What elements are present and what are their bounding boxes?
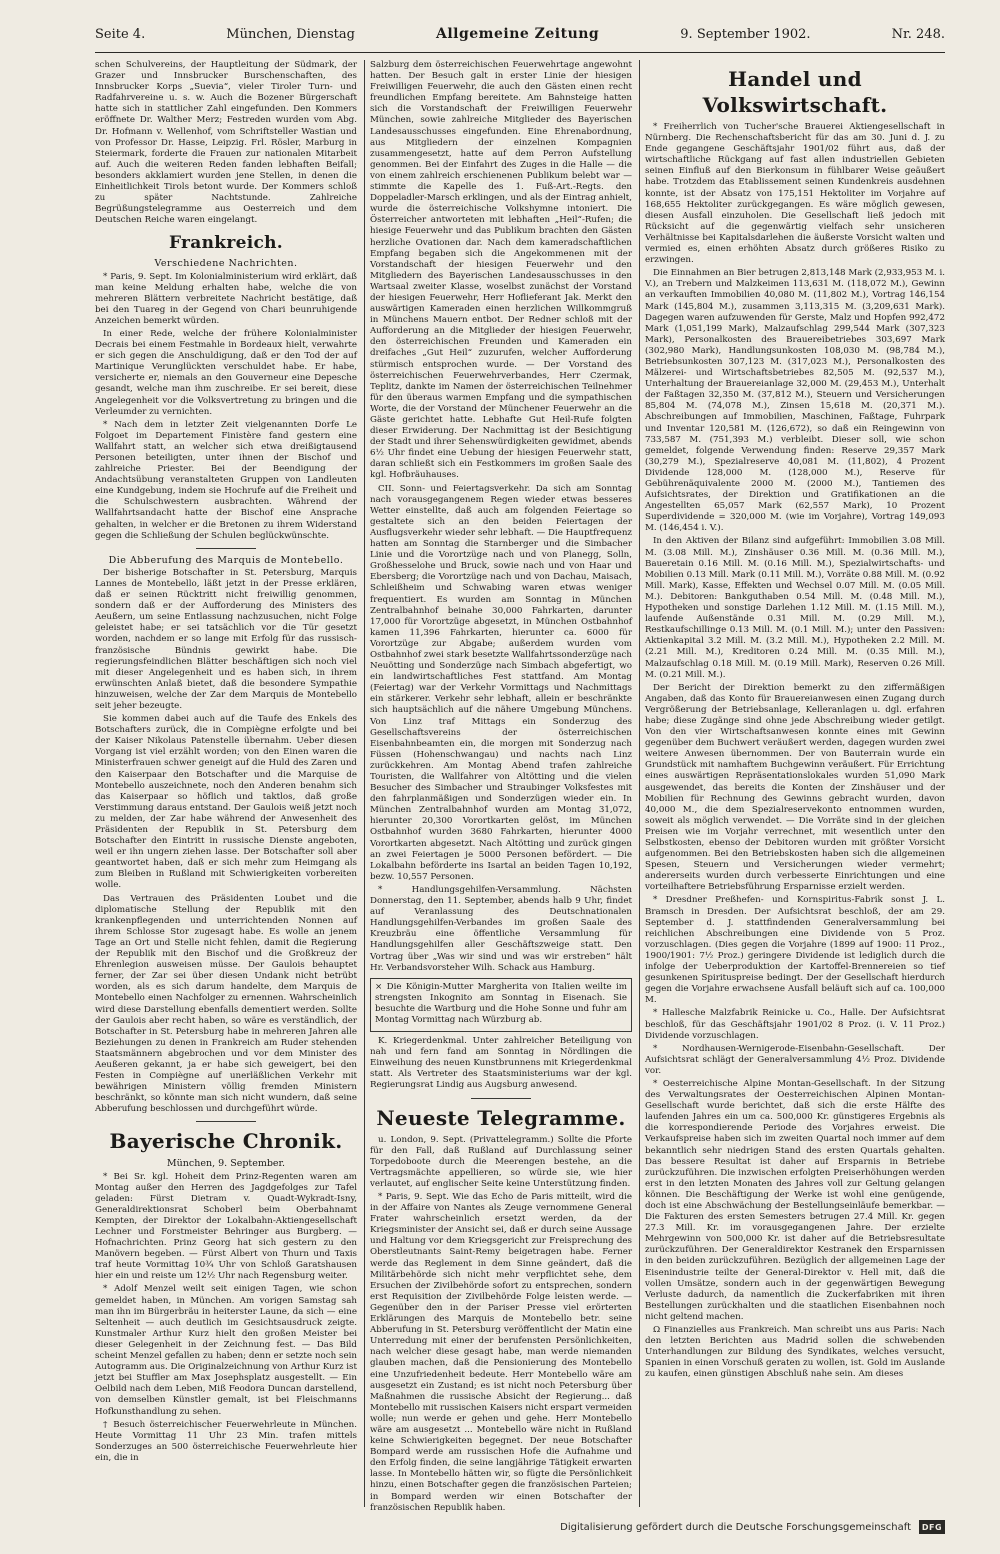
issue-date: 9. September 1902. bbox=[680, 27, 811, 42]
column-2 bbox=[370, 60, 632, 1513]
article-paragraph: u. London, 9. Sept. (Privattelegramm.) Sollte die Pforte für den Fall, daß Rußland auf Durchlassung seiner Torpedoboote durch die Meerengen bestehe, an die Vertragsmächte appellieren, so würde sie, wie hier verlautet, auf englischer Seite keine Unterstützung finden. bbox=[370, 1134, 632, 1189]
article-paragraph: schen Schulvereins, der Hauptleitung der Südmark, der Grazer und Innsbrucker Burschenschaften, des Innsbrucker Korps „Suevia“, vieler Tiroler Turn- und Radfahrvereine u. s. w. Auch die Bozener Bürgerschaft hatte sich in stattlicher Zahl eingefunden. Den Kommers eröffnete Dr. Walther Merz; Festreden wurden vom Abg. Dr. Hofmann v. Wellenhof, vom Schriftsteller Wastian und von Professor Dr. Hasse, Leipzig. Frl. Rösler, Marburg in Steiermark, forderte die Frauen zur nationalen Mitarbeit auf. Auch die weiteren Reden fanden lebhaften Beifall; besonders akklamiert wurden jene Stellen, in denen die Einheitlichkeit Tirols betont wurde. Der Kommers schloß zu später Nachtstunde. Zahlreiche Begrüßungstelegramme aus Oesterreich und dem Deutschen Reiche waren eingelangt. bbox=[95, 60, 357, 226]
column-3 bbox=[645, 60, 945, 1507]
page-number: Seite 4. bbox=[95, 27, 146, 42]
masthead: Allgemeine Zeitung bbox=[435, 26, 600, 42]
section-title-bayerische-chronik: Bayerische Chronik. bbox=[109, 1129, 343, 1154]
article-paragraph: * Paris, 9. Sept. Im Kolonialministerium wird erklärt, daß man keine Meldung erhalten habe, welche die von mehreren Blättern verbreitete Nachricht bestätige, daß bei den Tuareg in der Gegend von Chari beunruhigende Anzeichen bemerkt würden. bbox=[95, 271, 357, 326]
article-paragraph: Die Einnahmen an Bier betrugen 2,813,148 Mark (2,933,953 M. i. V.), an Trebern und Malzkeimen 113,631 M. (118,072 M.), Gewinn an verkauften Immobilien 40,080 M. (11,802 M.), Vortrag 146,154 Mark (145,804 M.), zusammen 3,113,315 M. (3,209,631 Mark). Dagegen waren aufzuwenden für Gerste, Malz und Hopfen 992,472 Mark (1,051,199 Mark), Malzaufschlag 299,544 Mark (307,323 Mark), Personalkosten des Brauereibetriebes 303,697 Mark (302,980 Mark), Handlungsunkosten 108,030 M. (98,784 M.), Betriebsunkosten 307,123 M. (317,023 M.), Personalkosten des Mälzerei- und Wirtschaftsbetriebes 82,505 M. (92,537 M.), Unterhaltung der Brauereianlage 32,000 M. (29,453 M.), Unterhalt der Faßtagen 32,350 M. (37,812 M.), Steuern und Versicherungen 85,804 M. (74,078 M.), Zinsen 15,618 M. (20,371 M.). Abschreibungen auf Immobilien, Maschinen, Faßtage, Fuhrpark und Inventar 120,581 M. (126,672), so daß ein Reingewinn von 733,587 M. (751,393 M.) verbleibt. Dieser soll, wie schon gemeldet, folgende Verwendung finden: Reserve 29,357 Mark (30,279 M.), Spezialreserve 40,081 M. (11,802), 4 Prozent Dividende 128,000 M. (128,000 M.), Reserve für Gebührenäquivalente 2000 M. (2000 M.), Tantiemen des Aufsichtsrates, der Direktion und Gratifikationen an die Angestellten 65,057 Mark (62,557 Mark), 10 Prozent Superdividende = 320,000 M. (wie im Vorjahre), Vortrag 149,093 M. (146,454 i. V.). bbox=[645, 268, 945, 534]
article-paragraph: * Dresdner Preßhefen- und Kornspiritus-Fabrik sonst J. L. Bramsch in Dresden. Der Aufsichtsrat beschloß, der am 29. September d. J. stattfindenden Generalversammlung bei reichlichen Abschreibungen eine Dividende von 5 Proz. vorzuschlagen. (Dies gegen die Vorjahre (1899 auf 1900: 11 Proz., 1900/1901: 7½ Proz.) geringere Dividende ist lediglich durch die infolge der Ueberproduktion der Kartoffel-Brennereien so tief gesunkenen Spirituspreise bedingt. Der der Gesellschaft hierdurch gegen die Vorjahre erwachsene Ausfall beläuft sich auf ca. 100,000 M. bbox=[645, 895, 945, 1006]
article-paragraph: * Bei Sr. kgl. Hoheit dem Prinz-Regenten waren am Montag außer den Herren des Jagdgefolges zur Tafel geladen: Fürst Dietram v. Quadt-Wykradt-Isny, Generaldirektionsrat Schoberl beim Oberbahnamt Kempten, der Direktor der Lokalbahn-Aktiengesellschaft Lechner und Forstmeister Behringer aus Burgberg. — Hofnachrichten. Prinz Georg hat sich gestern zu den Manövern begeben. — Fürst Albert von Thurn und Taxis traf heute Vormittag 10¾ Uhr von Schloß Garatshausen hier ein und reiste um 12½ Uhr nach Regensburg weiter. bbox=[95, 1171, 357, 1282]
issue-number: Nr. 248. bbox=[891, 27, 945, 42]
boxed-notice bbox=[370, 978, 632, 1032]
article-paragraph: * Freiherrlich von Tucher'sche Brauerei Aktiengesellschaft in Nürnberg. Die Rechenschaftsbericht für das am 30. Juni d. J. zu Ende gegangene Geschäftsjahr 1901/02 führt aus, daß der wirtschaftliche Rückgang auf fast allen industriellen Gebieten seinen Einfluß auf den Bierkonsum in fühlbarer Weise geäußert habe. Trotzdem das Etablissement seinen Kundenkreis ausdehnen konnte, ist der Absatz von 175,151 Hektoliter im Vorjahre auf 168,655 Hektoliter zurückgegangen. Es wäre möglich gewesen, diesen Ausfall einzuholen. Die Gesellschaft ließ jedoch mit Rücksicht auf die gegenwärtig vielfach sehr unsicheren Verhältnisse bei Kapitalsdarlehen die äußerste Vorsicht walten und vermied es, einen erhöhten Absatz durch größeres Risiko zu erzwingen. bbox=[645, 122, 945, 266]
subheading: Die Abberufung des Marquis de Montebello. bbox=[108, 554, 344, 566]
article-paragraph: K. Kriegerdenkmal. Unter zahlreicher Beteiligung von nah und fern fand am Sonntag in Nördlingen die Einweihung des neuen Kunstbrunnens mit Kriegerdenkmal statt. Als Vertreter des Staatsministeriums war der kgl. Regierungsrat Lindig aus Augsburg anwesend. bbox=[370, 1036, 632, 1091]
article-paragraph: CII. Sonn- und Feiertagsverkehr. Da sich am Sonntag nach vorausgegangenem Regen wieder etwas besseres Wetter einstellte, daß auch am folgenden Feiertage so gestaltete sich an den beiden Feiertagen der Ausflugsverkehr wieder sehr lebhaft. — Die Hauptfrequenz hatten am Sonntag die Starnberger und die Simbacher Linie und die Vorortzüge nach und von Planegg, Solln, Großhesselohe und Bruck, sowie nach und von Haar und Ebersberg; die Vorortzüge nach und von Dachau, Maisach, Schleißheim und Schwabing waren etwas weniger frequentiert. Es wurden am Sonntag in München Zentralbahnhof beinahe 30,000 Fahrkarten, darunter 17,000 für Vorortzüge abgesetzt, in München Ostbahnhof kamen 11,396 Fahrkarten, hierunter ca. 6000 für Vorortzüge zur Abgabe; außerdem wurden vom Ostbahnhof zwei stark besetzte Wallfahrtssonderzüge nach Neuötting und Sonderzüge nach Simbach abgefertigt, wo ein landwirtschaftliches Fest stattfand. Am Montag (Feiertag) war der Verkehr Vormittags und Nachmittags ein stärkerer. Verkehr sehr lebhaft, allein er beschränkte sich hauptsächlich auf die nähere Umgebung Münchens. Von Linz traf Mittags ein Sonderzug des Gesellschaftsvereins der österreichischen Eisenbahnbeamten ein, die morgen mit Sonderzug nach Füssen (Hohenschwangau) und nachts nach Linz zurückkehren. Am Montag Abend trafen zahlreiche Touristen, die Wallfahrer von Altötting und die vielen Besucher des Simbacher und Straubinger Volksfestes mit den fahrplanmäßigen und Sonderzügen wieder ein. In München Zentralbahnhof wurden am Montag 31,072, hierunter 20,300 Vorortkarten gelöst, im München Ostbahnhof wurden 3680 Fahrkarten, hierunter 4000 Vorortkarten abgesetzt. Nach Altötting und zurück gingen an zwei Feiertagen je 5000 Personen befördert. — Die Lokalbahn beförderte ins Isartal an beiden Tagen 10,192, bezw. 10,557 Personen. bbox=[370, 483, 632, 882]
section-divider bbox=[196, 1121, 256, 1122]
footer-credit: Digitalisierung gefördert durch die Deutsche Forschungsgemeinschaft bbox=[560, 1521, 911, 1533]
section-title-frankreich: Frankreich. bbox=[168, 233, 284, 254]
column-rule bbox=[639, 60, 640, 1507]
article-paragraph: * Oesterreichische Alpine Montan-Gesellschaft. In der Sitzung des Verwaltungsrates der Oesterreichischen Alpinen Montan-Gesellschaft wurde berichtet, daß sich die erste Hälfte des laufenden Jahres ein um ca. 500,000 Kr. günstigeres Ergebnis als die korrespondierende Periode des Vorjahres erweist. Die Verkaufspreise haben sich im zweiten Quartal noch immer auf dem bekanntlich sehr niedrigen Stand des ersten Quartals gehalten. Das bessere Resultat ist daher auf Ersparnis in Betriebe zurückzuführen. Die inzwischen erfolgten Preiserhöhungen werden erst in den letzten Monaten des Jahres voll zur Geltung gelangen können. Die Beschäftigung der Werke ist wohl eine genügende, doch ist eine Abschwächung der Bestellungseinläufe bemerkbar. — Die Fakturen des ersten Semesters betrugen 27.4 Mill. Kr. gegen 27.3 Mill. Kr. im vorausgegangenen Jahre. Der erzielte Mehrgewinn von 500,000 Kr. ist daher auf die Betriebsresultate zurückzuführen. Der Generaldirektor Kestranek den Ersparnissen in den beiden zurückzuführen. Bezüglich der allgemeinen Lage der Eisenindustrie teilte der General-Direktor v. Hell mit, daß die vollen Umsätze, sondern auch in der gegenwärtigen Bewegung Verluste dadurch, da namentlich die Zuckerfabriken mit ihren Bestellungen zurückhalten und die staatlichen Eisenbahnen noch nicht geltend machen. bbox=[645, 1078, 945, 1322]
article-paragraph: * Nordhausen-Wernigerode-Eisenbahn-Gesellschaft. Der Aufsichtsrat schlägt der Generalversammlung 4½ Proz. Dividende vor. bbox=[645, 1043, 945, 1076]
digitization-footer bbox=[95, 1515, 945, 1539]
article-paragraph: In den Aktiven der Bilanz sind aufgeführt: Immobilien 3.08 Mill. M. (3.08 Mill. M.), Zinshäuser 0.36 Mill. M. (0.36 Mill. M.), Baueretain 0.16 Mill. M. (0.16 Mill. M.), Spezialwirtschafts- und Mobilien 0.13 Mill. Mark (0.11 Mill. M.), Vorräte 0.88 Mill. M. (0.92 Mill. Mark), Kasse, Effekten und Wechsel 0.07 Mill. M. (0.05 Mill. M.). Debitoren: Bankguthaben 0.54 Mill. M. (0.48 Mill. M.), Hypotheken und sonstige Darlehen 1.12 Mill. M. (1.15 Mill. M.), laufende Außenstände 0.31 Mill. M. (0.29 Mill. M.), Restkaufschillinge 0.13 Mill. M. (0.1 Mill. M.); unter den Passiven: Aktienkapital 3.2 Mill. M. (3.2 Mill. M.), Hypotheken 2.2 Mill. M. (2.21 Mill. M.), Kreditoren 0.24 Mill. M. (0.35 Mill. M.), Malzaufschlag 0.18 Mill. M. (0.19 Mill. Mark), Reserven 0.26 Mill. M. (0.21 Mill. M.). bbox=[645, 536, 945, 680]
article-paragraph: * Nach dem in letzter Zeit vielgenannten Dorfe Le Folgoet im Departement Finistère fand gestern eine Wallfahrt statt, an welcher sich etwa dreißigtausend Personen beteiligten, unter ihnen der Bischof und zahlreiche Priester. Bei der Beendigung der Andachtsübung veranstalteten Gruppen von Landleuten eine Kundgebung, indem sie Hochrufe auf die Freiheit und die Schulschwestern ausbrachten. Während der Wallfahrtsandacht hatte der Bischof eine Ansprache gehalten, in welcher er die Bretonen zu ihrem Widerstand gegen die Schließung der Schulen beglückwünschte. bbox=[95, 419, 357, 541]
column-1 bbox=[95, 60, 357, 1507]
article-paragraph: Das Vertrauen des Präsidenten Loubet und die diplomatische Stellung der Republik mit den krankenpflegenden und unterrichtenden Nonnen auf ihrem Schlosse Stor zugesagt habe. Es wolle an jenem Tage an Ort und Stelle nicht fehlen, damit die Regierung der Republik mit den Bischof und die Großkreuz der Ehrenlegion ausweisen müsse. Der Gaulois behauptet ferner, der Zar sei über diesen Undank nicht betrübt worden, als es sich darum handelte, dem Marquis de Montebello einen Nachfolger zu ernennen. Wahrscheinlich wird diese Darstellung ebenfalls dementiert werden. Sollte der Gaulois aber recht haben, so wäre es verständlich, der Botschafter in St. Petersburg habe in mehreren Jahren alle Beziehungen zu denen in Frankreich am Ruder stehenden Staatsmännern abgebrochen und vor dem Minister des Aeußeren gekannt, ja er habe sich geweigert, bei den Festen in Compiègne auf unerläßlichen Verkehr mit bewährigen Ministern völlig fremden Ministern beschränkt, so könnte man sich nicht wundern, daß seine Abberufung beschlossen und durchgeführt würde. bbox=[95, 893, 357, 1115]
article-paragraph: In einer Rede, welche der frühere Kolonialminister Decrais bei einem Festmahle in Bordeaux hielt, verwahrte er sich gegen die Anschuldigung, daß er den Tod der auf Martinique Verunglückten verschuldet habe. Er habe, versicherte er, niemals an den Gouverneur eine Depesche gesandt, welche man ihm zuschreibe. Er sei bereit, diese Angelegenheit vor die Volksvertretung zu bringen und die Verleumder zu vernichten. bbox=[95, 328, 357, 417]
dfg-logo: DFG bbox=[919, 1520, 945, 1534]
article-paragraph: Sie kommen dabei auch auf die Taufe des Enkels des Botschafters zurück, die in Compiègne erfolgte und bei der Kaiser Nikolaus Patenstelle übernahm. Ueber diesen Vorgang ist viel erzählt worden; von den Einen waren die Ministerfrauen schwer geneigt auf die Huld des Zaren und den Kaiserpaar den Botschafter und die Marquise de Montebello auszeichnete, noch den Anderen benahm sich das Kaiserpaar so höflich und taktlos, daß große Verstimmung daraus entstand. Der Gaulois weiß jetzt noch zu melden, der Zar habe während der Anwesenheit des Präsidenten der Republik in St. Petersburg dem Botschafter den Eintritt in russische Dienste angeboten, weil er ihn ungern ziehen lasse. Der Botschafter soll aber geantwortet haben, daß er sich mehr zum Heimgang als zum Bleiben in Rußland mit Schwierigkeiten vorbereiten wolle. bbox=[95, 714, 357, 891]
section-divider bbox=[471, 1098, 531, 1099]
article-paragraph: Der bisherige Botschafter in St. Petersburg, Marquis Lannes de Montebello, läßt jetzt in der Presse erklären, daß er seinen Rücktritt nicht freiwillig genommen, sondern daß er der Aufforderung des Ministers des Aeußern, um seine Entlassung nachzusuchen, nicht Folge geleistet habe; er sei tatsächlich vor die Tür gesetzt worden, nachdem er so lange mit Erfolg für das russisch-französische Bündnis gewirkt habe. Die regierungsfeindlichen Blätter beschäftigen sich noch viel mit dieser Angelegenheit und es haben sich, in ihrem erwünschten Anlaß bietet, daß die besondere Sympathie hinzuweisen, welche der Zar dem Marquis de Montebello seit jeher bezeugte. bbox=[95, 567, 357, 711]
dateline: München, 9. September. bbox=[166, 1158, 286, 1170]
article-paragraph: * Paris, 9. Sept. Wie das Echo de Paris mitteilt, wird die in der Affaire von Nantes als Zeuge vernommene General Frater wahrscheinlich ersetzt werden, da der Kriegsminister der Ansicht sei, daß er durch seine Aussage und Haltung vor dem Kriegsgericht zur Freisprechung des Oberstleutnants Saint-Remy beigetragen habe. Ferner werde das Reglement in dem Sinne geändert, daß die Militärbehörde sich nicht mehr verpflichtet sehe, dem Ersuchen der Zivilbehörde sofort zu entsprechen, sondern erst Requisition der Zivilbehörde Folge leisten werde. — Gegenüber den in der Pariser Presse viel erörterten Erklärungen des Marquis de Montebello betr. seine Abberufung in St. Petersburg veröffentlicht der Matin eine Unterredung mit einer der berufensten Persönlichkeiten, nach welcher diese gesagt habe, man werde niemanden glauben machen, daß die Pensionierung des Montebello eine Unzufriedenheit bedeute. Herr Montebello wäre am ausgesetzt ein Zustand; es ist nicht noch Petersburg über Maßnahmen die russische Absicht der Regierung... daß Montebello mit russischen Kaisers nicht erspart vermeiden wolle; nun werde er gehen und gehe. Herr Montebello wäre am ausgesetzt ... Montebello wäre nicht in Rußland keine Schwierigkeiten begegnet. Der neue Botschafter Bompard werde am russischen Hofe die Aufnahme und den Erfolg finden, die seine langjährige Tätigkeit erwarten lasse. In Montebello hätten wir, so fügte die Persönlichkeit hinzu, einen Botschafter gegen die französischen Parteien; in Bompard werden wir einen Botschafter der französischen Republik haben. bbox=[370, 1192, 632, 1513]
article-paragraph: * Hallesche Malzfabrik Reinicke u. Co., Halle. Der Aufsichtsrat beschloß, für das Geschäftsjahr 1901/02 8 Proz. (i. V. 11 Proz.) Dividende vorzuschlagen. bbox=[645, 1008, 945, 1041]
article-paragraph: † Besuch österreichischer Feuerwehrleute in München. Heute Vormittag 11 Uhr 23 Min. trafen mittels Sonderzuges an 500 österreichische Feuerwehrleute hier ein, die in bbox=[95, 1419, 357, 1463]
article-paragraph: × Die Königin-Mutter Margherita von Italien weilte im strengsten Inkognito am Sonntag in Eisenach. Sie besuchte die Wartburg und die Hohe Sonne und fuhr am Montag Vormittag nach Würzburg ab. bbox=[375, 981, 627, 1025]
article-paragraph: * Handlungsgehilfen-Versammlung. Nächsten Donnerstag, den 11. September, abends halb 9 Uhr, findet auf Veranlassung des Deutschnationalen Handlungsgehilfen-Verbandes im großen Saale des Kreuzbräu eine öffentliche Versammlung für Handlungsgehilfen aller Geschäftszweige statt. Den Vortrag über „Was wir sind und was wir erstreben“ hält Hr. Verbandsvorsteher Wilh. Schack aus Hamburg. bbox=[370, 884, 632, 973]
article-paragraph: Der Bericht der Direktion bemerkt zu den ziffermäßigen Angaben, daß das Konto für Brauereianwesen einen Zugang durch Vergrößerung der Betriebsanlage, Kelleranlagen u. dgl. erfahren habe; diese Zugänge sind ohne jede Abschreibung wieder getilgt. Von den vier Wirtschaftsanwesen konnte eines mit Gewinn gegenüber dem Buchwert veräußert werden, dagegen wurden zwei weitere Anwesen übernommen. Der von Bauterrain wurde ein Grundstück mit namhaftem Buchgewinn veräußert. Für Errichtung eines auswärtigen Repräsentationslokales wurden 51,090 Mark ausgewendet, das bereits die Konten der Zinshäuser und der Mobilien für Rechnung des Gewinns gebracht wurden, davon 40,000 M., die dem Spezialreservekonto entnommen wurden, soweit als möglich verwendet. — Die Vorräte sind in der gleichen Preisen wie im Vorjahr verrechnet, mit wesentlich unter den Selbstkosten, ebenso der Debitoren wurden mit größter Vorsicht aufgenommen. Bei den Betriebskosten haben sich die allgemeinen Spesen, Steuern und Versicherungen wieder vermehrt; andererseits wurden durch verbesserte Einrichtungen und eine vorteilhaftere Betriebsführung Ersparnisse erzielt werden. bbox=[645, 682, 945, 893]
page-header bbox=[95, 26, 945, 53]
subheading: Verschiedene Nachrichten. bbox=[154, 258, 298, 270]
section-title-handel: Handel und Volkswirtschaft. bbox=[702, 67, 888, 117]
article-paragraph: * Adolf Menzel weilt seit einigen Tagen, wie schon gemeldet haben, in München. Am vorigen Samstag sah man ihn im Bürgerbräu in heiterster Laune, da sich — eine Seltenheit — auch deutlich im Gesichtsausdruck zeigte. Kunstmaler Arthur Kurz hielt den großen Meister bei dieser Gelegenheit in der Zeichnung fest. — Das Bild scheint Menzel gefallen zu haben; denn er setzte noch sein Autogramm aus. Die Originalzeichnung von Arthur Kurz ist jetzt bei Stuffler am Max Josephsplatz ausgestellt. — Ein Oelbild nach dem Leben, Miß Feodora Duncan darstellend, von demselben Künstler gemalt, ist bei Fleischmanns Hofkunsthandlung zu sehen. bbox=[95, 1284, 357, 1417]
article-paragraph: Salzburg dem österreichischen Feuerwehrtage angewohnt hatten. Der Besuch galt in erster Linie der hiesigen Freiwilligen Feuerwehr, die auch den Gästen einen recht freundlichen Empfang bereitete. Am Bahnsteige hatten sich die Vorstandschaft der Freiwilligen Feuerwehr München, sowie zahlreiche Mitglieder des Bayerischen Landesausschusses eingefunden. Eine Ehrenabordnung, aus Mitgliedern der einzelnen Kompagnien zusammengesetzt, hatte auf dem Perron Aufstellung genommen. Bei der Einfahrt des Zuges in die Halle — die von einem zahlreich erschienenen Publikum belebt war — stimmte die Kapelle des 1. Fuß-Art.-Regts. den Doppeladler-Marsch erklingen, und als der Eintrag anhielt, wurde die österreichische Volkshymne intoniert. Die Österreicher antworteten mit lebhaften „Heil“-Rufen; die hiesige Feuerwehr und das Publikum brachten den Gästen herzliche Ovationen dar. Nach dem kameradschaftlichen Empfang begaben sich die Angekommenen mit der Vorstandschaft der hiesigen Feuerwehr und den Mitgliedern des Bayerischen Landesausschusses in den Wartsaal zweiter Klasse, woselbst zunächst der Vorstand der hiesigen Feuerwehr, Herr Hoflieferant Jak. Merkt den auswärtigen Kameraden einen herzlichen Willkommgruß in Münchens Mauern entbot. Der Redner schloß mit der Aufforderung an die Mitglieder der hiesigen Feuerwehr, den österreichischen Freunden und Kameraden ein dreifaches „Gut Heil“ zuzurufen, welcher Aufforderung stürmisch entsprochen wurde. — Der Vorstand des österreichischen Feuerwehrverbandes, Herr Czermak, Teplitz, dankte im Namen der österreichischen Teilnehmer für den überaus warmen Empfang und die sympathischen Worte, die der Vorstand der Münchener Feuerwehr an die Gäste gerichtet hatte. Lebhafte Gut Heil-Rufe folgten dieser Erwiderung. Der Nachmittag ist der Besichtigung der Stadt und ihrer Sehenswürdigkeiten gewidmet, abends 6½ Uhr findet eine Uebung der hiesigen Feuerwehr statt, daran schließt sich ein Festkommers im großen Saale des kgl. Hofbräuhauses. bbox=[370, 60, 632, 481]
section-divider bbox=[196, 548, 256, 549]
article-paragraph: Ω Finanzielles aus Frankreich. Man schreibt uns aus Paris: Nach den letzten Berichten aus Madrid sollen die schwebenden Unterhandlungen zur Bildung des Syndikates, welches versucht, Spanien in einen Vorschuß geraten zu wollen, ist. Gold im Auslande zu kaufen, einen günstigen Abschluß nahe sein. Am dieses bbox=[645, 1325, 945, 1380]
column-rule bbox=[364, 60, 365, 1507]
section-title-telegramme: Neueste Telegramme. bbox=[376, 1105, 626, 1130]
place-day: München, Dienstag bbox=[226, 27, 355, 42]
